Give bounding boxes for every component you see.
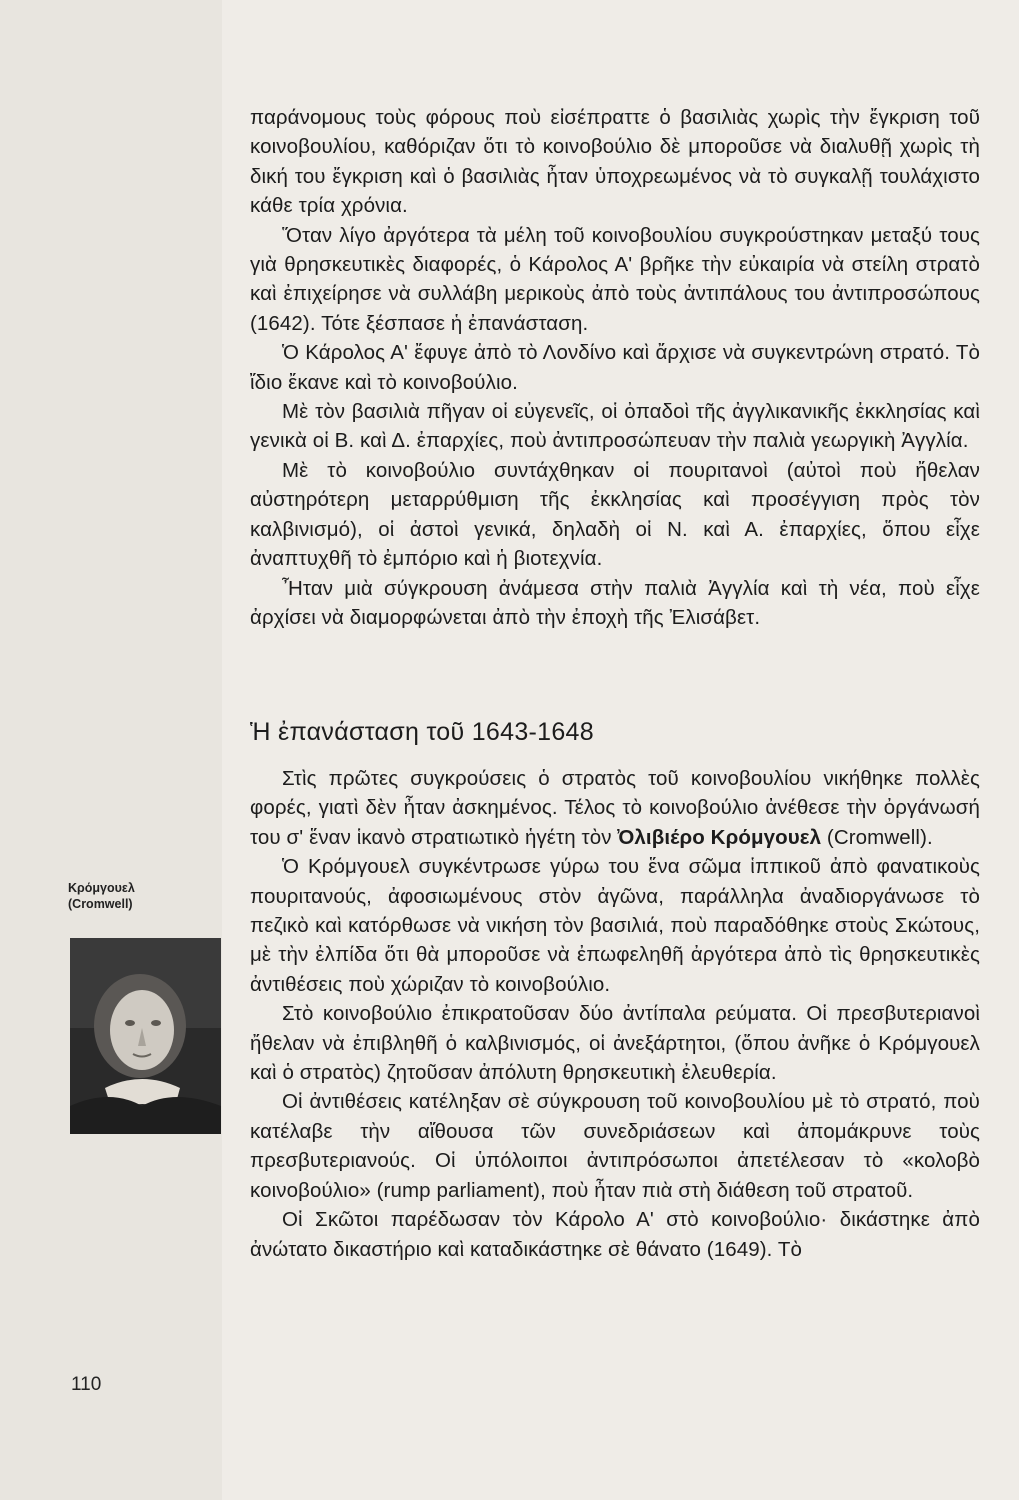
caption-line: (Cromwell) bbox=[68, 897, 133, 911]
paragraph: Ὁ Κάρολος Α' ἔφυγε ἀπὸ τὸ Λονδίνο καὶ ἄρχισε νὰ συγκεντρώνη στρατό. Τὸ ἴδιο ἔκανε καὶ τὸ κοινοβούλιο. bbox=[250, 341, 980, 394]
paragraph: Μὲ τὸν βασιλιὰ πῆγαν οἱ εὐγενεῖς, οἱ ὀπαδοὶ τῆς ἀγγλικανικῆς ἐκκλησίας καὶ γενικὰ οἱ Β. καὶ Δ. ἐπαρχίες, ποὺ ἀντιπροσώπευαν τὴν παλιὰ γεωργικὴ Ἀγγλία. bbox=[250, 400, 980, 453]
paragraph: Οἱ ἀντιθέσεις κατέληξαν σὲ σύγκρουση τοῦ κοινοβουλίου μὲ τὸ στρατό, ποὺ κατέλαβε τὴν αἴθουσα τῶν συνεδριάσεων καὶ ἀπομάκρυνε τοὺς πρεσβυτεριανούς. Οἱ ὑπόλοιποι ἀντιπρόσωποι ἀπετέλεσαν τὸ «κολοβὸ κοινοβούλιο» (rump parliament), ποὺ ἦταν πιὰ στὴ διάθεση τοῦ στρατοῦ. bbox=[250, 1090, 980, 1202]
left-margin bbox=[0, 0, 222, 1500]
section-text bbox=[250, 764, 980, 1264]
paragraph: Ἦταν μιὰ σύγκρουση ἀνάμεσα στὴν παλιὰ Ἀγγλία καὶ τὴ νέα, ποὺ εἶχε ἀρχίσει νὰ διαμορφώνεται ἀπὸ τὴν ἐποχὴ τῆς Ἐλισάβετ. bbox=[250, 576, 980, 629]
page-number: 110 bbox=[71, 1374, 102, 1395]
portrait-caption bbox=[68, 880, 208, 912]
paragraph: Ὁ Κρόμγουελ συγκέντρωσε γύρω του ἕνα σῶμα ἱππικοῦ ἀπὸ φανατικοὺς πουριτανούς, ἀφοσιωμένους στὸν ἀγῶνα, παράλληλα ἀναδιοργάνωσε τὸ πεζικὸ καὶ κατόρθωσε νὰ νικήση τὸν βασιλιά, ποὺ παραδόθηκε στοὺς Σκώτους, μὲ τὴν ἐλπίδα ὅτι θὰ μποροῦσε νὰ ἐπωφεληθῆ ἀργότερα ἀπὸ τὶς θρησκευτικὲς ἀντιθέσεις ποὺ χώριζαν τὸ κοινοβούλιο. bbox=[250, 855, 980, 996]
paragraph bbox=[250, 764, 980, 852]
caption-line: Κρόμγουελ bbox=[68, 881, 135, 895]
paragraph: Στὸ κοινοβούλιο ἐπικρατοῦσαν δύο ἀντίπαλα ρεύματα. Οἱ πρεσβυτεριανοὶ ἤθελαν νὰ ἐπιβληθῆ ὁ καλβινισμός, οἱ ἀνεξάρτητοι, (ὅπου ἀνῆκε ὁ Κρόμγουελ καὶ ὁ στρατὸς) ζητοῦσαν ἀπόλυτη θρησκευτικὴ ἐλευθερία. bbox=[250, 1002, 980, 1085]
paragraph: παράνομους τοὺς φόρους ποὺ εἰσέπραττε ὁ βασιλιὰς χωρὶς τὴν ἔγκριση τοῦ κοινοβουλίου, καθόριζαν ὅτι τὸ κοινοβούλιο δὲ μποροῦσε νὰ διαλυθῇ χωρὶς τὴ δική του ἔγκριση καὶ ὁ βασιλιὰς ἦταν ὑποχρεωμένος νὰ τὸ συγκαλῇ τουλάχιστο κάθε τρία χρόνια. bbox=[250, 106, 980, 218]
cromwell-name: Ὀλιβιέρο Κρόμγουελ bbox=[617, 825, 822, 849]
paragraph: Ὅταν λίγο ἀργότερα τὰ μέλη τοῦ κοινοβουλίου συγκρούστηκαν μεταξύ τους γιὰ θρησκευτικὲς διαφορές, ὁ Κάρολος Α' βρῆκε τὴν εὐκαιρία νὰ στείλη στρατὸ καὶ ἐπιχείρησε νὰ συλλάβη μερικοὺς ἀπὸ τοὺς ἀντιπάλους του ἀντιπροσώπους (1642). Τότε ξέσπασε ἡ ἐπανάσταση. bbox=[250, 223, 980, 335]
section-heading: Ἡ ἐπανάσταση τοῦ 1643-1648 bbox=[250, 718, 594, 746]
paragraph-text: Στὶς πρῶτες συγκρούσεις ὁ στρατὸς τοῦ κοινοβουλίου νικήθηκε πολλὲς φορές, γιατὶ δὲν ἦταν ἀσκημένος. Τέλος τὸ κοινοβούλιο ἀνέθεσε τὴν ὀργάνωσή του σ' ἕναν ἱκανὸ στρατιωτικὸ ἡγέτη τὸν bbox=[250, 767, 980, 849]
cromwell-portrait bbox=[70, 938, 221, 1134]
paragraph: Οἱ Σκῶτοι παρέδωσαν τὸν Κάρολο Α' στὸ κοινοβούλιο· δικάστηκε ἀπὸ ἀνώτατο δικαστήριο καὶ καταδικάστηκε σὲ θάνατο (1649). Τὸ bbox=[250, 1208, 980, 1261]
paragraph: Μὲ τὸ κοινοβούλιο συντάχθηκαν οἱ πουριτανοὶ (αὐτοὶ ποὺ ἤθελαν αὐστηρότερη μεταρρύθμιση τῆς ἐκκλησίας καὶ προσέγγιση πρὸς τὸν καλβινισμό), οἱ ἀστοὶ γενικά, δηλαδὴ οἱ Ν. καὶ Α. ἐπαρχίες, ὅπου εἶχε ἀναπτυχθῆ τὸ ἐμπόριο καὶ ἡ βιοτεχνία. bbox=[250, 458, 980, 571]
intro-text bbox=[250, 103, 980, 632]
paragraph-text: (Cromwell). bbox=[821, 825, 933, 849]
